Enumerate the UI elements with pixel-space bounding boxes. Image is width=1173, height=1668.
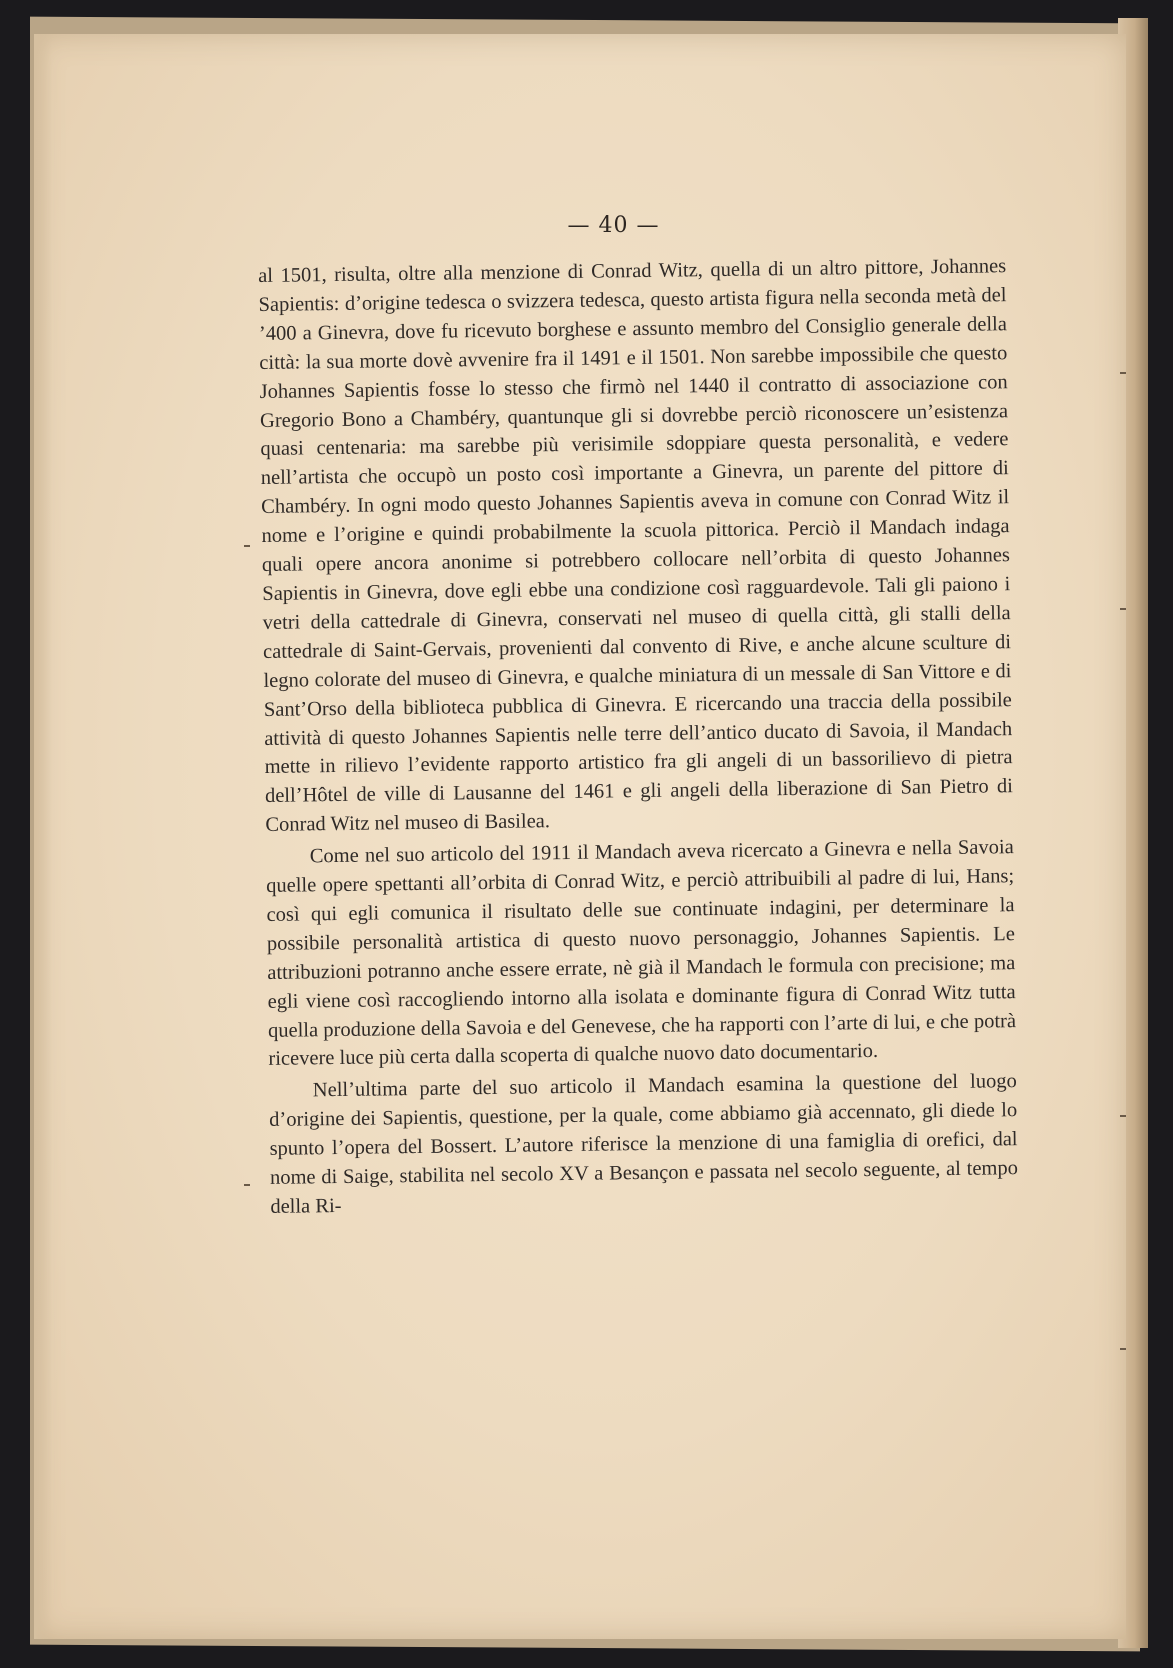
margin-mark (244, 545, 250, 547)
paragraph-1: al 1501, risulta, oltre alla menzione di Conrad Witz, quella di un altro pittore, Johannes Sapientis: d’origine tedesca o svizzera tedesca, questo artista figura nella seconda metà del ’400 a Ginevra, dove fu ricevuto borghese e assunto membro del Consiglio generale della città: la sua morte dovè avvenire fra il 1491 e il 1501. Non sarebbe impossibile che questo Johannes Sapientis fosse lo stesso che firmò nel 1440 il contratto di associazione con Gregorio Bono a Chambéry, quantunque gli si dovrebbe perciò riconoscere un’esistenza quasi centenaria: ma sarebbe più verisimile sdoppiare questa personalità, e vedere nell’artista che occupò un posto così importante a Ginevra, un parente del pittore di Chambéry. In ogni modo questo Johannes Sapientis aveva in comune con Conrad Witz il nome e l’origine e quindi probabilmente la scuola pittorica. Perciò il Mandach indaga quali opere ancora anonime si potrebbero collocare nell’orbita di questo Johannes Sapientis in Ginevra, dove egli ebbe una condizione così ragguardevole. Tali gli paiono i vetri della cattedrale di Ginevra, conservati nel museo di quella città, gli stalli della cattedrale di Saint-Gervais, provenienti dal convento di Rive, e anche alcune sculture di legno colorate del museo di Ginevra, e qualche miniatura di un messale di San Vittore e di Sant’Orso della biblioteca pubblica di Ginevra. E ricercando una traccia della possibile attività di questo Johannes Sapientis nelle terre dell’antico ducato di Savoia, il Mandach mette in rilievo l’evidente rapporto artistico fra gli angeli di un bassorilievo di pietra dell’Hôtel de ville di Lausanne del 1461 e gli angeli della liberazione di San Pietro di Conrad Witz nel museo di Basilea. (258, 255, 1014, 837)
paragraph-2: Come nel suo articolo del 1911 il Mandach aveva ricercato a Ginevra e nella Savoia quelle opere spettanti all’orbita di Conrad Witz, e perciò attribuibili al padre di lui, Hans; così qui egli comunica il risultato delle sue continuate indagini, per determinare la possibile personalità artistica di questo nuovo personaggio, Johannes Sapientis. Le attribuzioni potranno anche essere errate, nè già il Mandach le formula con precisione; ma egli viene così raccogliendo intorno alla isolata e dominante figura di Conrad Witz tutta quella produzione della Savoia e del Genevese, che ha rapporti con l’arte di lui, e che potrà ricevere luce più certa dalla scoperta di qualche nuovo dato documentario. (266, 836, 1017, 1071)
margin-mark (1120, 372, 1126, 374)
margin-mark (244, 1184, 250, 1186)
margin-mark (1120, 1115, 1126, 1117)
margin-mark (1120, 608, 1126, 610)
page-number: — 40 — (567, 213, 660, 238)
paragraph-3: Nell’ultima parte del suo articolo il Mandach esamina la questione del luogo d’origine dei Sapientis, questione, per la quale, come abbiamo già accennato, gli diede lo spunto l’opera del Bossert. L’autore riferisce la menzione di una famiglia di orefici, dal nome di Saige, stabilita nel secolo XV a Besançon e passata nel secolo seguente, al tempo della Ri- (269, 1070, 1019, 1218)
page-gutter-shade (34, 34, 52, 1639)
margin-mark (1120, 1348, 1126, 1350)
body-text (258, 252, 1019, 1222)
